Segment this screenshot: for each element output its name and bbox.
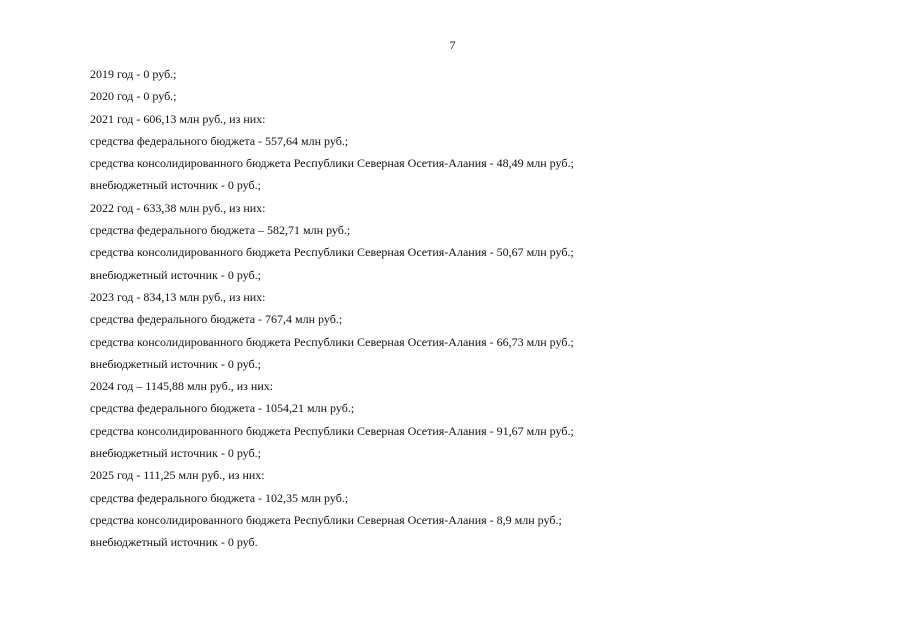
funding-list [90, 66, 574, 557]
list-item: 2023 год - 834,13 млн руб., из них: [90, 289, 266, 304]
page-number: 7 [449, 38, 456, 52]
list-item: средства федерального бюджета - 767,4 млн руб.; [90, 312, 343, 327]
list-item: средства консолидированного бюджета Республики Северная Осетия-Алания - 91,67 млн руб.; [90, 423, 574, 438]
list-item: 2020 год - 0 руб.; [90, 89, 177, 104]
list-item: внебюджетный источник - 0 руб. [90, 535, 258, 550]
list-item: внебюджетный источник - 0 руб.; [90, 356, 261, 371]
list-item: средства федерального бюджета - 1054,21 млн руб.; [90, 401, 355, 416]
list-item: 2021 год - 606,13 млн руб., из них: [90, 111, 266, 126]
list-item: внебюджетный источник - 0 руб.; [90, 178, 261, 193]
list-item: средства консолидированного бюджета Республики Северная Осетия-Алания - 50,67 млн руб.; [90, 245, 574, 260]
list-item: средства консолидированного бюджета Республики Северная Осетия-Алания - 66,73 млн руб.; [90, 334, 574, 349]
list-item: внебюджетный источник - 0 руб.; [90, 446, 261, 461]
list-item: средства консолидированного бюджета Республики Северная Осетия-Алания - 48,49 млн руб.; [90, 156, 574, 171]
list-item: 2022 год - 633,38 млн руб., из них: [90, 200, 266, 215]
list-item: 2019 год - 0 руб.; [90, 67, 177, 81]
list-item: 2024 год – 1145,88 млн руб., из них: [90, 379, 274, 394]
list-item: средства федерального бюджета – 582,71 млн руб.; [90, 223, 351, 238]
list-item: 2025 год - 111,25 млн руб., из них: [90, 468, 265, 483]
list-item: средства консолидированного бюджета Республики Северная Осетия-Алания - 8,9 млн руб.; [90, 512, 562, 527]
list-item: средства федерального бюджета - 102,35 млн руб.; [90, 490, 349, 505]
list-item: внебюджетный источник - 0 руб.; [90, 267, 261, 282]
list-item: средства федерального бюджета - 557,64 млн руб.; [90, 133, 349, 148]
